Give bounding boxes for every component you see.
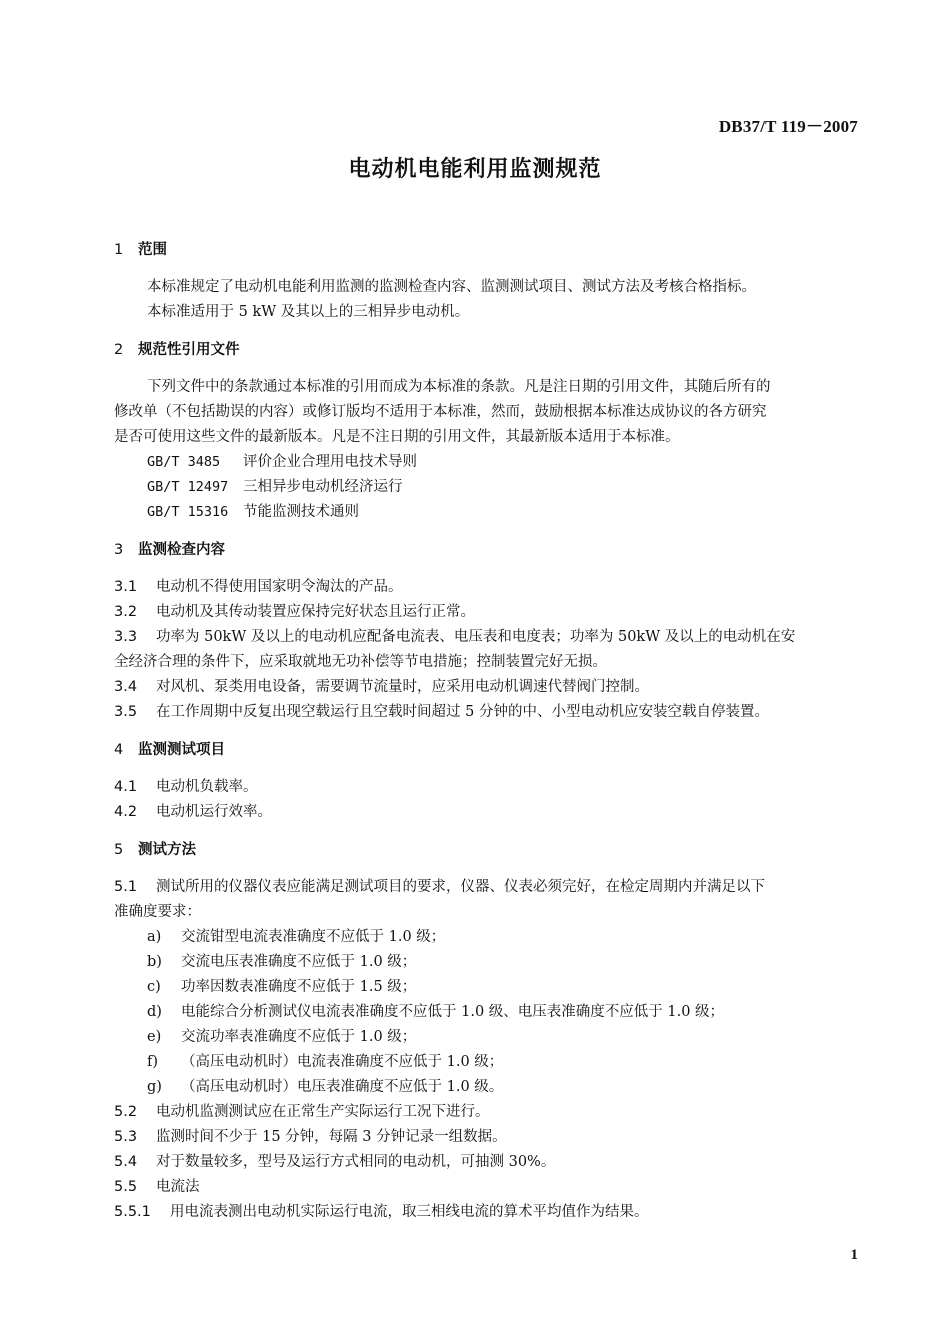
section-1-heading <box>114 240 167 260</box>
section-4-heading <box>114 740 225 760</box>
section-2-heading <box>114 340 240 360</box>
reference-name: 三相异步电动机经济运行 <box>243 479 403 495</box>
clause-number: 3.4 <box>114 679 138 695</box>
reference-code: GB/T 15316 <box>147 504 229 520</box>
clause <box>114 877 765 897</box>
clause <box>114 602 475 622</box>
page-number: 1 <box>850 1247 858 1263</box>
clause-number: 4.2 <box>114 804 138 820</box>
section-5-heading <box>114 840 196 860</box>
paragraph-line: 下列文件中的条款通过本标准的引用而成为本标准的条款。凡是注日期的引用文件，其随后所有的 <box>147 379 771 395</box>
list-marker: b) <box>147 954 162 970</box>
list-item <box>147 1027 416 1047</box>
clause <box>114 1102 490 1122</box>
section-title: 范围 <box>138 242 167 258</box>
list-marker: a) <box>147 929 162 945</box>
document-title: 电动机电能利用监测规范 <box>348 157 602 182</box>
clause-number: 5.4 <box>114 1154 138 1170</box>
clause-text: 电流法 <box>156 1179 200 1195</box>
reference-code: GB/T 3485 <box>147 454 221 470</box>
list-text: 功率因数表准确度不应低于 1.5 级； <box>181 979 417 995</box>
section-3-heading <box>114 540 225 560</box>
section-title: 监测检查内容 <box>138 542 225 558</box>
clause-text: 电动机不得使用国家明令淘汰的产品。 <box>156 579 403 595</box>
section-number: 4 <box>114 742 124 758</box>
paragraph: 本标准规定了电动机电能利用监测的监测检查内容、监测测试项目、测试方法及考核合格指标。 <box>147 279 756 295</box>
clause-text: 电动机运行效率。 <box>156 804 272 820</box>
clause-number: 5.5.1 <box>114 1204 151 1220</box>
section-number: 5 <box>114 842 124 858</box>
clause-text: 电动机负载率。 <box>156 779 258 795</box>
list-item <box>147 1077 503 1097</box>
section-title: 测试方法 <box>138 842 196 858</box>
clause-number: 3.1 <box>114 579 138 595</box>
list-text: （高压电动机时）电压表准确度不应低于 1.0 级。 <box>181 1079 504 1095</box>
paragraph-line: 修改单（不包括勘误的内容）或修订版均不适用于本标准，然而，鼓励根据本标准达成协议的各方研究 <box>114 404 767 420</box>
clause-text: 测试所用的仪器仪表应能满足测试项目的要求，仪器、仪表必须完好，在检定周期内并满足以下 <box>156 879 765 895</box>
paragraph: 本标准适用于 5 kW 及其以上的三相异步电动机。 <box>147 304 470 320</box>
clause <box>114 1127 507 1147</box>
paragraph-line: 是否可使用这些文件的最新版本。凡是不注日期的引用文件，其最新版本适用于本标准。 <box>114 429 680 445</box>
clause-text: 电动机监测测试应在正常生产实际运行工况下进行。 <box>156 1104 490 1120</box>
clause <box>114 627 795 647</box>
list-text: 电能综合分析测试仪电流表准确度不应低于 1.0 级、电压表准确度不应低于 1.0 级； <box>181 1004 725 1020</box>
reference-code: GB/T 12497 <box>147 479 229 495</box>
section-number: 1 <box>114 242 124 258</box>
clause-text: 在工作周期中反复出现空载运行且空载时间超过 5 分钟的中、小型电动机应安装空载自停装置。 <box>156 704 769 720</box>
clause-text: 功率为 50kW 及以上的电动机应配备电流表、电压表和电度表；功率为 50kW 及以上的电动机在安 <box>156 629 796 645</box>
clause-text: 监测时间不少于 15 分钟，每隔 3 分钟记录一组数据。 <box>156 1129 507 1145</box>
list-marker: c) <box>147 979 161 995</box>
clause-number: 3.3 <box>114 629 138 645</box>
clause-number: 5.5 <box>114 1179 138 1195</box>
standard-code: DB37/T 119－2007 <box>718 117 858 136</box>
clause-text: 对于数量较多，型号及运行方式相同的电动机，可抽测 30%。 <box>156 1154 556 1170</box>
list-item <box>147 927 445 947</box>
list-item <box>147 1052 503 1072</box>
reference-name: 节能监测技术通则 <box>243 504 359 520</box>
clause-number: 3.5 <box>114 704 138 720</box>
section-title: 规范性引用文件 <box>138 342 240 358</box>
list-marker: e) <box>147 1029 162 1045</box>
clause <box>114 802 272 822</box>
clause-number: 4.1 <box>114 779 138 795</box>
clause <box>114 677 649 697</box>
clause <box>114 1177 200 1197</box>
clause-text: 对风机、泵类用电设备，需要调节流量时，应采用电动机调速代替阀门控制。 <box>156 679 649 695</box>
list-text: 交流电压表准确度不应低于 1.0 级； <box>181 954 417 970</box>
list-text: （高压电动机时）电流表准确度不应低于 1.0 级； <box>181 1054 504 1070</box>
list-marker: d) <box>147 1004 162 1020</box>
clause-text: 电动机及其传动装置应保持完好状态且运行正常。 <box>156 604 475 620</box>
clause <box>114 777 258 797</box>
clause-continuation: 全经济合理的条件下，应采取就地无功补偿等节电措施；控制装置完好无损。 <box>114 654 607 670</box>
clause-number: 5.3 <box>114 1129 138 1145</box>
list-marker: f) <box>147 1054 159 1070</box>
clause <box>114 1152 555 1172</box>
reference-item <box>147 452 417 472</box>
section-number: 3 <box>114 542 124 558</box>
clause-text: 用电流表测出电动机实际运行电流，取三相线电流的算术平均值作为结果。 <box>170 1204 649 1220</box>
list-text: 交流钳型电流表准确度不应低于 1.0 级； <box>181 929 446 945</box>
clause <box>114 702 769 722</box>
reference-item <box>147 477 403 497</box>
clause-number: 5.1 <box>114 879 138 895</box>
list-item <box>147 977 416 997</box>
clause-number: 3.2 <box>114 604 138 620</box>
list-item <box>147 1002 724 1022</box>
clause-continuation: 准确度要求： <box>114 904 201 920</box>
reference-item <box>147 502 359 522</box>
clause <box>114 1202 649 1222</box>
reference-name: 评价企业合理用电技术导则 <box>243 454 417 470</box>
clause <box>114 577 403 597</box>
list-item <box>147 952 416 972</box>
section-number: 2 <box>114 342 124 358</box>
clause-number: 5.2 <box>114 1104 138 1120</box>
section-title: 监测测试项目 <box>138 742 225 758</box>
list-text: 交流功率表准确度不应低于 1.0 级； <box>181 1029 417 1045</box>
list-marker: g) <box>147 1079 162 1095</box>
